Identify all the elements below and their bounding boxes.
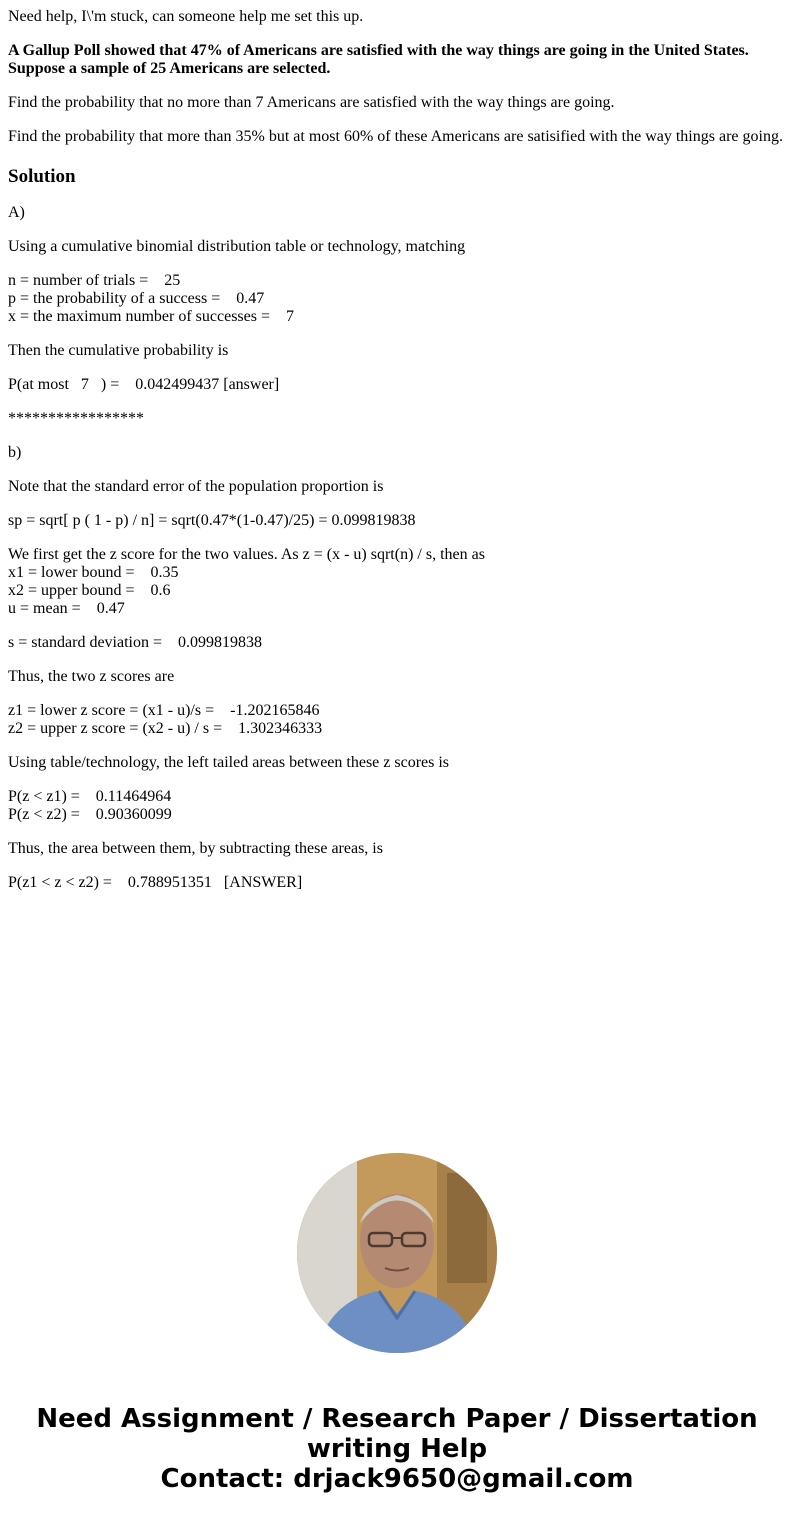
param-x2: x2 = upper bound = 0.6 xyxy=(8,582,171,599)
part-b-label: b) xyxy=(8,444,22,461)
solution-heading: Solution xyxy=(8,166,76,187)
question-part-a: Find the probability that no more than 7 Americans are satisfied with the way things are going. xyxy=(8,94,615,111)
z-scores-intro: Thus, the two z scores are xyxy=(8,668,175,685)
param-s: s = standard deviation = 0.099819838 xyxy=(8,634,263,651)
part-b-zscore-block xyxy=(8,546,786,618)
question-part-b: Find the probability that more than 35% but at most 60% of these Americans are satisified with the way things are going. xyxy=(8,128,783,145)
part-a-label: A) xyxy=(8,204,25,221)
part-b-answer: P(z1 < z < z2) = 0.788951351 [ANSWER] xyxy=(8,874,303,891)
area-between-intro: Thus, the area between them, by subtracting these areas, is xyxy=(8,840,383,857)
part-a-intro: Using a cumulative binomial distribution table or technology, matching xyxy=(8,238,466,255)
promo-banner xyxy=(0,1404,794,1494)
z2-score: z2 = upper z score = (x2 - u) / s = 1.302346333 xyxy=(8,720,323,737)
z-scores xyxy=(8,702,786,738)
param-u: u = mean = 0.47 xyxy=(8,600,125,617)
param-x1: x1 = lower bound = 0.35 xyxy=(8,564,179,581)
area-z2: P(z < z2) = 0.90360099 xyxy=(8,806,172,823)
z1-score: z1 = lower z score = (x1 - u)/s = -1.202165846 xyxy=(8,702,320,719)
intro-text: Need help, I\'m stuck, can someone help me set this up. xyxy=(8,8,364,25)
author-portrait-icon xyxy=(297,1153,497,1353)
banner-line-2: writing Help xyxy=(306,1434,488,1464)
document-body xyxy=(8,0,786,892)
param-x: x = the maximum number of successes = 7 xyxy=(8,308,294,325)
area-z1: P(z < z1) = 0.11464964 xyxy=(8,788,172,805)
part-a-then: Then the cumulative probability is xyxy=(8,342,229,359)
param-p: p = the probability of a success = 0.47 xyxy=(8,290,265,307)
part-a-answer: P(at most 7 ) = 0.042499437 [answer] xyxy=(8,376,280,393)
part-b-sp: sp = sqrt[ p ( 1 - p) / n] = sqrt(0.47*(1-0.47)/25) = 0.099819838 xyxy=(8,512,416,529)
z-intro: We first get the z score for the two values. As z = (x - u) sqrt(n) / s, then as xyxy=(8,546,485,563)
areas-intro: Using table/technology, the left tailed areas between these z scores is xyxy=(8,754,450,771)
question-prompt: A Gallup Poll showed that 47% of Americans are satisfied with the way things are going in the United States. Suppose a sample of 25 Americans are selected. xyxy=(8,42,749,77)
banner-line-1: Need Assignment / Research Paper / Dissertation xyxy=(36,1404,758,1434)
part-b-note: Note that the standard error of the population proportion is xyxy=(8,478,384,495)
separator: ***************** xyxy=(8,410,144,427)
banner-contact: Contact: drjack9650@gmail.com xyxy=(160,1464,634,1494)
part-a-params xyxy=(8,272,786,326)
author-photo xyxy=(297,1153,497,1353)
param-n: n = number of trials = 25 xyxy=(8,272,181,289)
areas xyxy=(8,788,786,824)
